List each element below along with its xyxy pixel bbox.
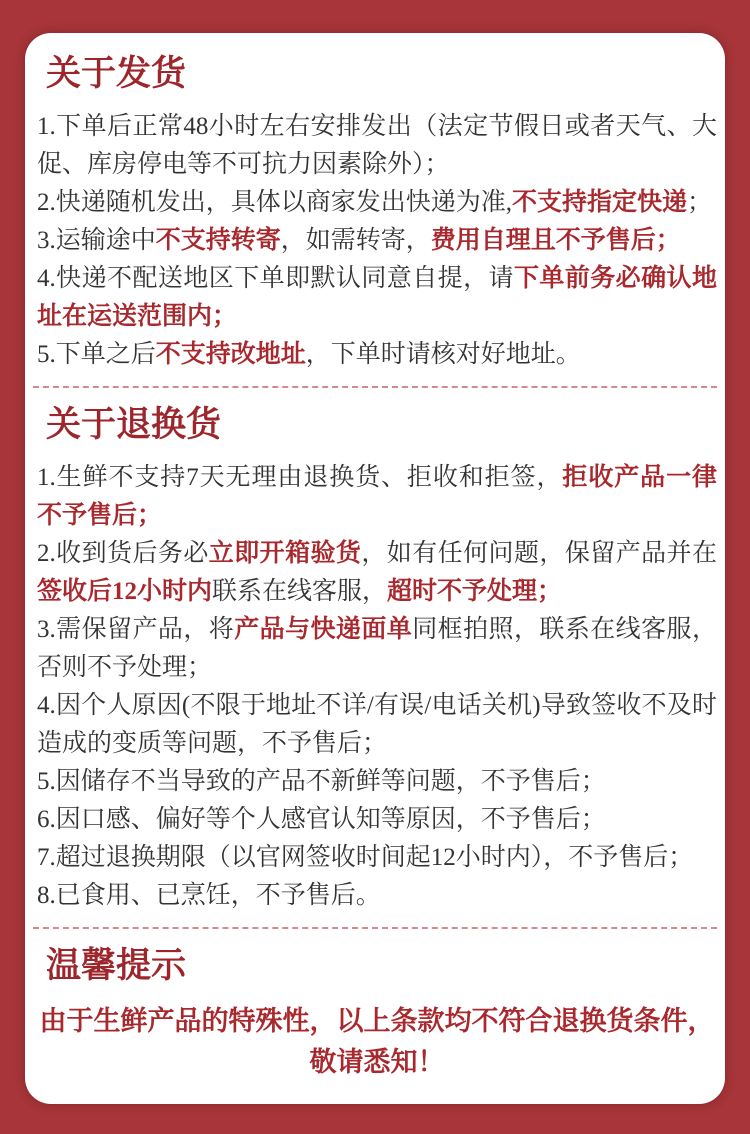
section-shipping-title: 关于发货	[46, 54, 187, 93]
policy-item	[37, 763, 717, 801]
text-run: 5.下单之后	[37, 341, 156, 368]
policy-item	[37, 687, 717, 763]
text-run: ，下单时请核对好地址。	[305, 341, 581, 368]
text-run: 4.因个人原因(不限于地址不详/有误/电话关机)导致签收不及时造成的变质等问题，不予售后；	[37, 692, 717, 757]
notice-text	[37, 1001, 717, 1083]
text-run: ，如有任何问题，保留产品并在	[361, 540, 717, 567]
section-shipping	[37, 53, 717, 374]
text-run: 联系在线客服，	[212, 578, 388, 605]
text-run: 2.快递随机发出，具体以商家发出快递为准,	[37, 189, 513, 216]
policy-item	[37, 222, 717, 260]
text-run: 8.已食用、已烹饪，不予售后。	[37, 882, 381, 909]
text-run: 1.下单后正常48小时左右安排发出（法定节假日或者天气、大促、库房停电等不可抗力因素除外）；	[37, 113, 717, 178]
policy-item	[37, 108, 717, 184]
policy-item	[37, 611, 717, 687]
highlight-run: 产品与快递面单	[234, 616, 413, 643]
notice-line: 由于生鲜产品的特殊性，以上条款均不符合退换货条件，	[39, 1006, 715, 1036]
text-run: ；	[687, 189, 713, 216]
policy-item	[37, 336, 717, 374]
policy-item	[37, 801, 717, 839]
text-run: 5.因储存不当导致的产品不新鲜等问题，不予售后；	[37, 768, 606, 795]
text-run: 6.因口感、偏好等个人感官认知等原因，不予售后；	[37, 806, 606, 833]
policy-item	[37, 459, 717, 535]
text-run: 2.收到货后务必	[37, 540, 209, 567]
highlight-run: 超时不予处理；	[387, 578, 563, 605]
policy-item	[37, 184, 717, 222]
highlight-run: 不支持转寄	[155, 227, 281, 254]
highlight-run: 费用自理且不予售后；	[430, 227, 681, 254]
highlight-run: 签收后12小时内	[37, 578, 213, 605]
highlight-run: 立即开箱验货	[208, 540, 362, 567]
section-returns-title: 关于退换货	[46, 405, 222, 444]
policy-card	[25, 33, 725, 1104]
returns-items	[37, 459, 717, 915]
highlight-run: 不支持指定快递	[512, 189, 688, 216]
highlight-run: 下单前务必确认地址在运送范围内；	[37, 265, 717, 330]
highlight-run: 拒收产品一律不予售后；	[37, 464, 717, 529]
text-run: 4.快递不配送地区下单即默认同意自提，请	[37, 265, 514, 292]
text-run: 3.运输途中	[37, 227, 156, 254]
policy-item	[37, 877, 717, 915]
notice-title: 温馨提示	[46, 946, 187, 985]
policy-item	[37, 260, 717, 336]
notice-line: 敬请悉知！	[309, 1047, 445, 1077]
dashed-divider	[33, 927, 717, 929]
dashed-divider	[33, 386, 717, 388]
text-run: 同框拍照，联系在线客服，否则不予处理；	[37, 616, 717, 681]
highlight-run: 不支持改地址	[155, 341, 306, 368]
policy-item	[37, 535, 717, 611]
text-run: 1.生鲜不支持7天无理由退换货、拒收和拒签，	[37, 464, 563, 491]
text-run: ，如需转寄，	[280, 227, 431, 254]
policy-item	[37, 839, 717, 877]
shipping-items	[37, 108, 717, 374]
section-notice	[37, 945, 717, 1083]
text-run: 7.超过退换期限（以官网签收时间起12小时内），不予售后；	[37, 844, 694, 871]
text-run: 3.需保留产品，将	[37, 616, 235, 643]
section-returns	[37, 404, 717, 915]
